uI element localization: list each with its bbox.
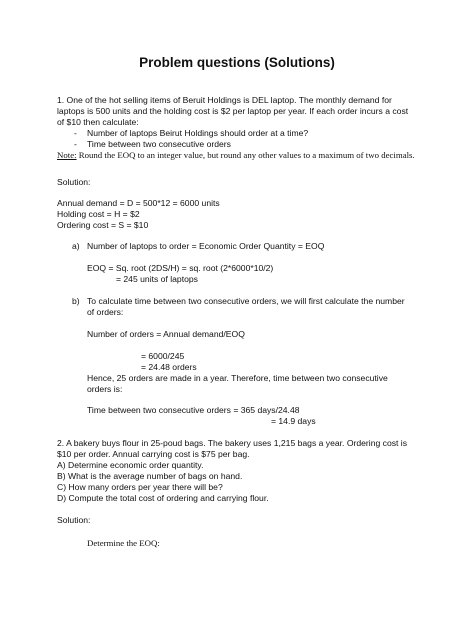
q1-line-1: 1. One of the hot selling items of Beruit Holdings is DEL laptop. The monthly demand for (57, 95, 392, 105)
part-b-marker: b) (72, 296, 80, 306)
number-of-orders: Number of orders = Annual demand/EOQ (87, 329, 245, 339)
ordering-cost: Ordering cost = S = $10 (57, 220, 149, 230)
holding-cost: Holding cost = H = $2 (57, 209, 140, 219)
solution-1-label: Solution: (57, 177, 91, 187)
bullet-dash-icon: - (74, 128, 77, 138)
eoq-formula: EOQ = Sq. root (2DS/H) = sq. root (2*6000*10/2) (87, 263, 274, 273)
time-between-orders: Time between two consecutive orders = 365 days/24.48 (87, 405, 300, 415)
q2-part-a: A) Determine economic order quantity. (57, 460, 204, 470)
bullet-dash-icon: - (74, 139, 77, 149)
q2-part-b: B) What is the average number of bags on hand. (57, 471, 243, 481)
q2-line-1: 2. A bakery buys flour in 25-poud bags. The bakery uses 1,215 bags a year. Ordering cost is (57, 438, 408, 448)
solution-2-label: Solution: (57, 515, 91, 525)
orders-calc-1: = 6000/245 (141, 351, 185, 361)
part-b-text-2: of orders: (87, 307, 124, 317)
q2-part-d: D) Compute the total cost of ordering and carrying flour. (57, 493, 269, 503)
determine-eoq: Determine the EOQ: (87, 538, 160, 548)
q1-bullet-2: Time between two consecutive orders (87, 139, 231, 149)
hence-line-2: orders is: (87, 384, 123, 394)
q1-bullet-1: Number of laptops Beirut Holdings should order at a time? (87, 128, 309, 138)
q1-note (57, 150, 415, 161)
part-a-text: Number of laptops to order = Economic Order Quantity = EOQ (87, 241, 325, 251)
q2-part-c: C) How many orders per year there will be? (57, 482, 223, 492)
q1-line-2: laptops is 500 units and the holding cost is $2 per laptop per year. If each order incurs a cost (57, 106, 409, 116)
orders-calc-2: = 24.48 orders (141, 362, 197, 372)
annual-demand: Annual demand = D = 500*12 = 6000 units (57, 198, 220, 208)
q1-line-3: of $10 then calculate: (57, 117, 139, 127)
time-result: = 14.9 days (271, 416, 316, 426)
q2-line-2: $10 per order. Annual carrying cost is $75 per bag. (57, 449, 250, 459)
page-title: Problem questions (Solutions) (139, 55, 335, 70)
note-text: Round the EOQ to an integer value, but round any other values to a maximum of two decimals. (76, 150, 415, 160)
note-label: Note: (57, 150, 77, 160)
part-b-text-1: To calculate time between two consecutive orders, we will first calculate the number (87, 296, 405, 306)
hence-line-1: Hence, 25 orders are made in a year. Therefore, time between two consecutive (87, 373, 388, 383)
eoq-result: = 245 units of laptops (116, 274, 198, 284)
part-a-marker: a) (72, 241, 80, 251)
